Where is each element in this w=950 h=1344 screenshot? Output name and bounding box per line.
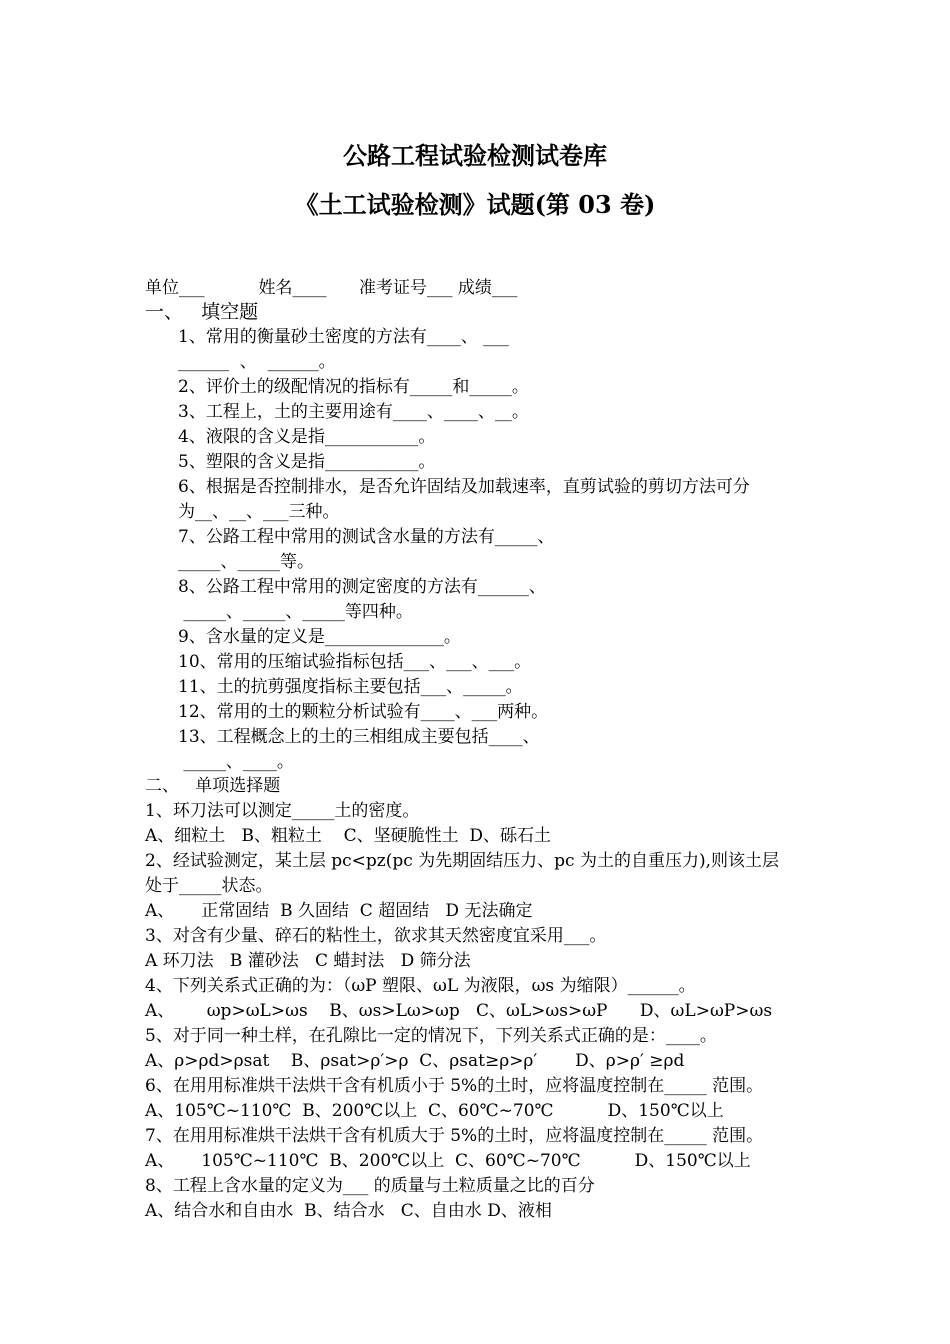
choice-q2: 2、经试验测定，某土层 pc<pz(pc 为先期固结压力、pc 为土的自重压力),则该土层 [145,851,779,871]
choice-q8-options: A、结合水和自由水 B、结合水 C、自由水 D、液相 [145,1201,552,1221]
fill-q6: 6、根据是否控制排水，是否允许固结及加载速率，直剪试验的剪切方法可分 [178,477,750,497]
fill-q8: 8、公路工程中常用的测定密度的方法有______、 [178,577,546,597]
choice-q4-options: A、 ωp>ωL>ωs B、ωs>Lω>ωp C、ωL>ωs>ωP D、ωL>ωP>ωs [145,1001,773,1021]
section2-heading: 二、 单项选择题 [145,776,281,796]
choice-q4: 4、下列关系式正确的为：（ωP 塑限、ωL 为液限，ωs 为缩限）______。 [145,976,696,996]
doc-title: 公路工程试验检测试卷库 [343,141,607,170]
fill-q1: 1、常用的衡量砂土密度的方法有____、 ___ [178,327,509,347]
candidate-info-line: 单位___ 姓名____ 准考证号___ 成绩___ [145,278,518,298]
fill-q3: 3、工程上，土的主要用途有____、____、__。 [178,402,529,422]
fill-q13: 13、工程概念上的土的三相组成主要包括____、 [178,727,540,747]
fill-q11: 11、土的抗剪强度指标主要包括___、_____。 [178,677,523,697]
fill-q5: 5、塑限的含义是指___________。 [178,452,436,472]
doc-subtitle: 《土工试验检测》试题(第 03 卷) [294,190,656,219]
fill-q7: 7、公路工程中常用的测试含水量的方法有_____、 [178,527,555,547]
choice-q5-options: A、ρ>ρd>ρsat B、ρsat>ρ′>ρ C、ρsat≥ρ>ρ′ D、ρ>ρ′ ≥ρd [145,1051,685,1071]
fill-q1-cont: ______ 、 ______。 [178,352,336,372]
fill-q8-cont: _____、_____、_____等四种。 [178,602,413,622]
choice-q1-options: A、细粒土 B、粗粒土 C、坚硬脆性土 D、砾石土 [145,826,552,846]
fill-q13-cont: _____、____。 [178,752,294,772]
section1-heading: 一、 填空题 [145,301,259,323]
fill-q12: 12、常用的土的颗粒分析试验有____、___两种。 [178,702,549,722]
fill-q4: 4、液限的含义是指___________。 [178,427,436,447]
choice-q2-options: A、 正常固结 B 久固结 C 超固结 D 无法确定 [145,901,533,921]
choice-q3: 3、对含有少量、碎石的粘性土，欲求其天然密度宜采用___。 [145,926,607,946]
choice-q2-cont: 处于_____状态。 [145,876,273,896]
fill-q9: 9、含水量的定义是______________。 [178,627,461,647]
choice-q6-options: A、105℃~110℃ B、200℃以上 C、60℃~70℃ D、150℃以上 [145,1101,724,1121]
choice-q8: 8、工程上含水量的定义为___ 的质量与土粒质量之比的百分 [145,1176,595,1196]
fill-q7-cont: _____、_____等。 [178,552,314,572]
choice-q7: 7、在用用标准烘干法烘干含有机质大于 5%的土时，应将温度控制在_____ 范围。 [145,1126,764,1146]
choice-q6: 6、在用用标准烘干法烘干含有机质小于 5%的土时，应将温度控制在_____ 范围。 [145,1076,764,1096]
fill-q10: 10、常用的压缩试验指标包括___、___、___。 [178,652,532,672]
choice-q3-options: A 环刀法 B 灌砂法 C 蜡封法 D 筛分法 [145,951,471,971]
choice-q7-options: A、 105℃~110℃ B、200℃以上 C、60℃~70℃ D、150℃以上 [145,1151,751,1171]
fill-q6-cont: 为__、__、___三种。 [178,502,340,522]
choice-q1: 1、环刀法可以测定_____土的密度。 [145,801,420,821]
fill-q2: 2、评价土的级配情况的指标有_____和_____。 [178,377,529,397]
choice-q5: 5、对于同一种土样，在孔隙比一定的情况下，下列关系式正确的是：____。 [145,1026,717,1046]
